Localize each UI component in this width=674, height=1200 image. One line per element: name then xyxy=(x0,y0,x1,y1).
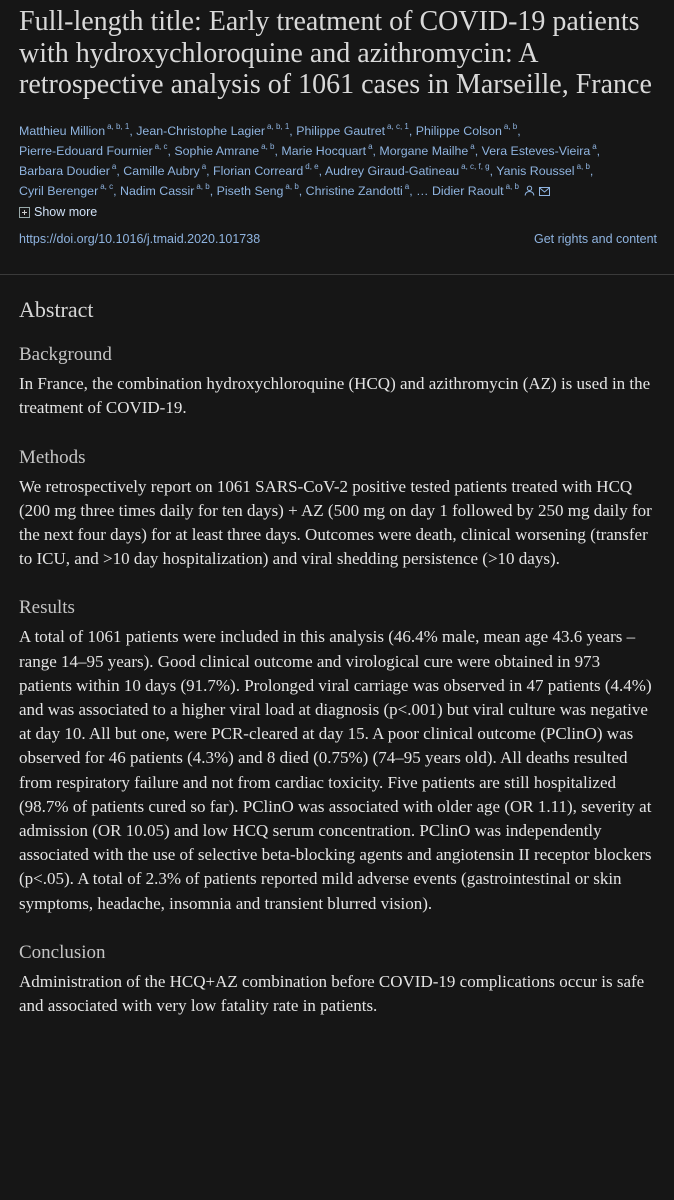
author-affiliation: a, c xyxy=(100,182,114,192)
author-name: Nadim Cassir xyxy=(120,183,195,198)
author-name: Cyril Berenger xyxy=(19,183,99,198)
author-name: Christine Zandotti xyxy=(305,183,403,198)
author-link[interactable] xyxy=(19,144,168,158)
article-title: Full-length title: Early treatment of COVID-19 patients with hydroxychloroquine and azithromycin: A retrospective analysis of 1061 cases in Marseille, France xyxy=(19,6,652,100)
results-section xyxy=(19,597,657,915)
author-affiliation: a, c, f, g xyxy=(461,162,490,172)
author-name: Pierre-Edouard Fournier xyxy=(19,143,153,158)
rights-link[interactable]: Get rights and content xyxy=(534,232,657,247)
author-link[interactable] xyxy=(296,124,409,138)
author-affiliation: a, b xyxy=(261,142,275,152)
conclusion-heading: Conclusion xyxy=(19,941,106,963)
author-name: Sophie Amrane xyxy=(174,143,260,158)
author-link[interactable] xyxy=(281,144,372,158)
author-affiliation: a, b xyxy=(505,182,519,192)
author-name: Florian Correard xyxy=(213,163,304,178)
author-list: Matthieu Million $^{a, b, 1}$, Jean-Christophe Lagier $^{a, b, 1}$, Philippe Gautret $^{a, c, 1}$, Philippe Colson $^{a, b}$, Pierre-Edouard Fournier $^{a, c}$, Sophie Amrane $^{a, b}$, Marie Hocquart $^a$, Morgane Mailhe $^a$, Vera Esteves-Vieira $^a$, Barbara Doudier $^a$, Camille Aubry $^a$, Florian Correard $^{d, e}$, Audrey Giraud-Gatineau $^{a, c, f, g}$, Yanis Roussel $^{a, b}$, Cyril Berenger $^{a, c}$, Nadim Cassir $^{a, b}$, Piseth Seng $^{a, b}$, Christine Zandotti $^a$, … Didier Raoult $^{a, b}$ xyxy=(19,121,657,202)
author-affiliation: d, e xyxy=(305,162,319,172)
methods-heading: Methods xyxy=(19,446,86,468)
author-affiliation: a, c xyxy=(154,142,168,152)
show-more-label: Show more xyxy=(34,205,98,220)
author-affiliation: a, b, 1 xyxy=(107,122,130,132)
author-link[interactable] xyxy=(136,124,289,138)
author-affiliation: a xyxy=(592,142,597,152)
results-heading: Results xyxy=(19,597,75,619)
author-affiliation: a, b xyxy=(196,182,210,192)
author-name: Marie Hocquart xyxy=(281,143,367,158)
author-affiliation: a, b xyxy=(503,122,518,132)
author-link[interactable] xyxy=(416,124,517,138)
background-text: In France, the combination hydroxychloroquine (HCQ) and azithromycin (AZ) is used in the treatment of COVID-19. xyxy=(19,374,651,418)
conclusion-text: Administration of the HCQ+AZ combination before COVID-19 complications occur is safe and associated with very low fatality rate in patients. xyxy=(19,971,645,1016)
author-link[interactable] xyxy=(217,184,299,198)
author-link[interactable] xyxy=(19,164,116,178)
author-link[interactable] xyxy=(19,184,113,198)
author-name: Jean-Christophe Lagier xyxy=(136,123,266,138)
author-affiliation: a xyxy=(111,162,117,172)
author-affiliation: a xyxy=(368,142,373,152)
methods-text: We retrospectively report on 1061 SARS-CoV-2 positive tested patients treated with HCQ (200 mg three times daily for ten days) + AZ (500 mg on day 1 followed by 250 mg daily for the next four days) for at least three days. Outcomes were death, clinical worsening (transfer to ICU, and >10 day hospitalization) and viral shedding persistence (>10 days). xyxy=(19,476,652,569)
author-link[interactable] xyxy=(174,144,274,158)
conclusion-section xyxy=(19,942,657,1018)
author-name: Didier Raoult xyxy=(431,183,504,198)
author-affiliation: a, b xyxy=(576,162,590,172)
author-name: Audrey Giraud-Gatineau xyxy=(324,163,460,178)
author-affiliation: a, b xyxy=(285,182,299,192)
author-name: Philippe Gautret xyxy=(296,123,386,138)
email-icon[interactable] xyxy=(539,187,550,196)
show-more-button[interactable] xyxy=(19,205,657,219)
author-affiliation: a xyxy=(404,182,410,192)
author-name: Barbara Doudier xyxy=(19,163,110,178)
author-name: Vera Esteves-Vieira xyxy=(481,143,591,158)
author-contact-icons xyxy=(524,181,549,201)
methods-section xyxy=(19,447,657,572)
expand-icon xyxy=(19,207,30,218)
author-name: Yanis Roussel xyxy=(496,163,575,178)
author-link[interactable] xyxy=(482,144,597,158)
doi-link[interactable]: https://doi.org/10.1016/j.tmaid.2020.101738 xyxy=(19,232,261,247)
author-link[interactable] xyxy=(432,184,519,198)
author-name: Piseth Seng xyxy=(216,183,284,198)
doi-row xyxy=(19,232,657,246)
author-link[interactable] xyxy=(123,164,206,178)
abstract-heading: Abstract xyxy=(19,297,94,323)
author-affiliation: a xyxy=(470,142,475,152)
author-name: Philippe Colson xyxy=(415,123,502,138)
author-link[interactable] xyxy=(120,184,210,198)
author-affiliation: a, b, 1 xyxy=(267,122,290,132)
background-section xyxy=(19,344,657,420)
author-link[interactable] xyxy=(213,164,319,178)
divider xyxy=(0,274,674,275)
author-name: Matthieu Million xyxy=(19,123,106,138)
author-link[interactable] xyxy=(379,144,474,158)
author-link[interactable] xyxy=(19,124,129,138)
author-affiliation: a xyxy=(201,162,207,172)
author-link[interactable] xyxy=(325,164,490,178)
author-affiliation: a, c, 1 xyxy=(387,122,409,132)
author-name: Morgane Mailhe xyxy=(379,143,469,158)
author-link[interactable] xyxy=(496,164,590,178)
author-name: Camille Aubry xyxy=(123,163,200,178)
author-link[interactable] xyxy=(306,184,410,198)
person-icon[interactable] xyxy=(524,185,535,196)
results-text: A total of 1061 patients were included in this analysis (46.4% male, mean age 43.6 years – range 14–95 years). Good clinical outcome and virological cure were obtained in 973 patients within 10 days (91.7%). Prolonged viral carriage was observed in 47 patients (4.4%) and was associated to a higher viral load at diagnosis (p<.001) but viral culture was negative at day 10. All but one, were PCR-cleared at day 15. A poor clinical outcome (PClinO) was observed for 46 patients (4.3%) and 8 died (0.75%) (74–95 years old). All deaths resulted from respiratory failure and not from cardiac toxicity. Five patients are still hospitalized (98.7% of patients cured so far). PClinO was associated with older age (OR 1.11), severity at admission (OR 10.05) and low HCQ serum concentration. PClinO was independently associated with the use of selective beta-blocking agents and angiotensin II receptor blockers (p<.05). A total of 2.3% of patients reported mild adverse events (gastrointestinal or skin symptoms, headache, insomnia and transient blurred vision). xyxy=(19,627,652,913)
background-heading: Background xyxy=(19,344,112,366)
author-ellipsis: … xyxy=(416,183,429,198)
